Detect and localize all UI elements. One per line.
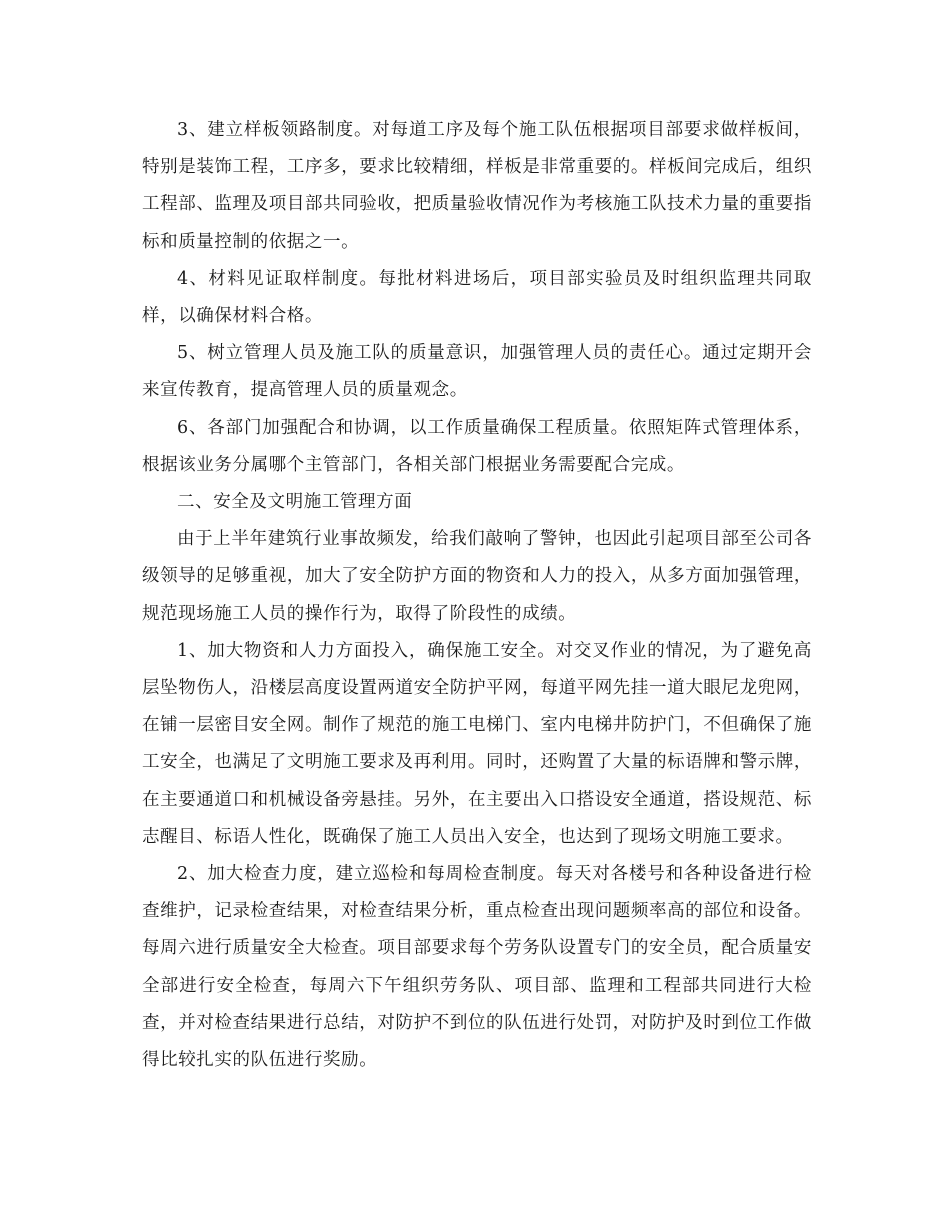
paragraph-quality-awareness: 5、树立管理人员及施工队的质量意识，加强管理人员的责任心。通过定期开会来宣传教育，提高管理人员的质量观念。 [142, 343, 812, 401]
paragraph-safety-investment: 1、加大物资和人力方面投入，确保施工安全。对交叉作业的情况，为了避免高层坠物伤人，沿楼层高度设置两道安全防护平网，每道平网先挂一道大眼尼龙兜网，在铺一层密目安全网。制作了规范的施工电梯门、室内电梯井防护门，不但确保了施工安全，也满足了文明施工要求及再利用。同时，还购置了大量的标语牌和警示牌，在主要通道口和机械设备旁悬挂。另外，在主要出入口搭设安全通道，搭设规范、标志醒目、标语人性化，既确保了施工人员出入安全，也达到了现场文明施工要求。 [142, 640, 812, 847]
paragraph-material-sampling: 4、材料见证取样制度。每批材料进场后，项目部实验员及时组织监理共同取样，以确保材料合格。 [142, 268, 812, 327]
paragraph-safety-intro: 由于上半年建筑行业事故频发，给我们敲响了警钟，也因此引起项目部至公司各级领导的足够重视，加大了安全防护方面的物资和人力的投入，从多方面加强管理，规范现场施工人员的操作行为，取得了阶段性的成绩。 [142, 529, 812, 624]
paragraph-sample-room-system: 3、建立样板领路制度。对每道工序及每个施工队伍根据项目部要求做样板间，特别是装饰工程，工序多，要求比较精细，样板是非常重要的。样板间完成后，组织工程部、监理及项目部共同验收，把质量验收情况作为考核施工队技术力量的重要指标和质量控制的依据之一。 [142, 120, 812, 252]
section-heading-safety: 二、安全及文明施工管理方面 [177, 492, 413, 513]
paragraph-inspection-system: 2、加大检查力度，建立巡检和每周检查制度。每天对各楼号和各种设备进行检查维护，记录检查结果，对检查结果分析，重点检查出现问题频率高的部位和设备。每周六进行质量安全大检查。项目部要求每个劳务队设置专门的安全员，配合质量安全部进行安全检查，每周六下午组织劳务队、项目部、监理和工程部共同进行大检查，并对检查结果进行总结，对防护不到位的队伍进行处罚，对防护及时到位工作做得比较扎实的队伍进行奖励。 [142, 864, 812, 1071]
document-body [142, 112, 812, 1079]
paragraph-department-coordination: 6、各部门加强配合和协调，以工作质量确保工程质量。依照矩阵式管理体系，根据该业务分属哪个主管部门，各相关部门根据业务需要配合完成。 [142, 417, 812, 475]
